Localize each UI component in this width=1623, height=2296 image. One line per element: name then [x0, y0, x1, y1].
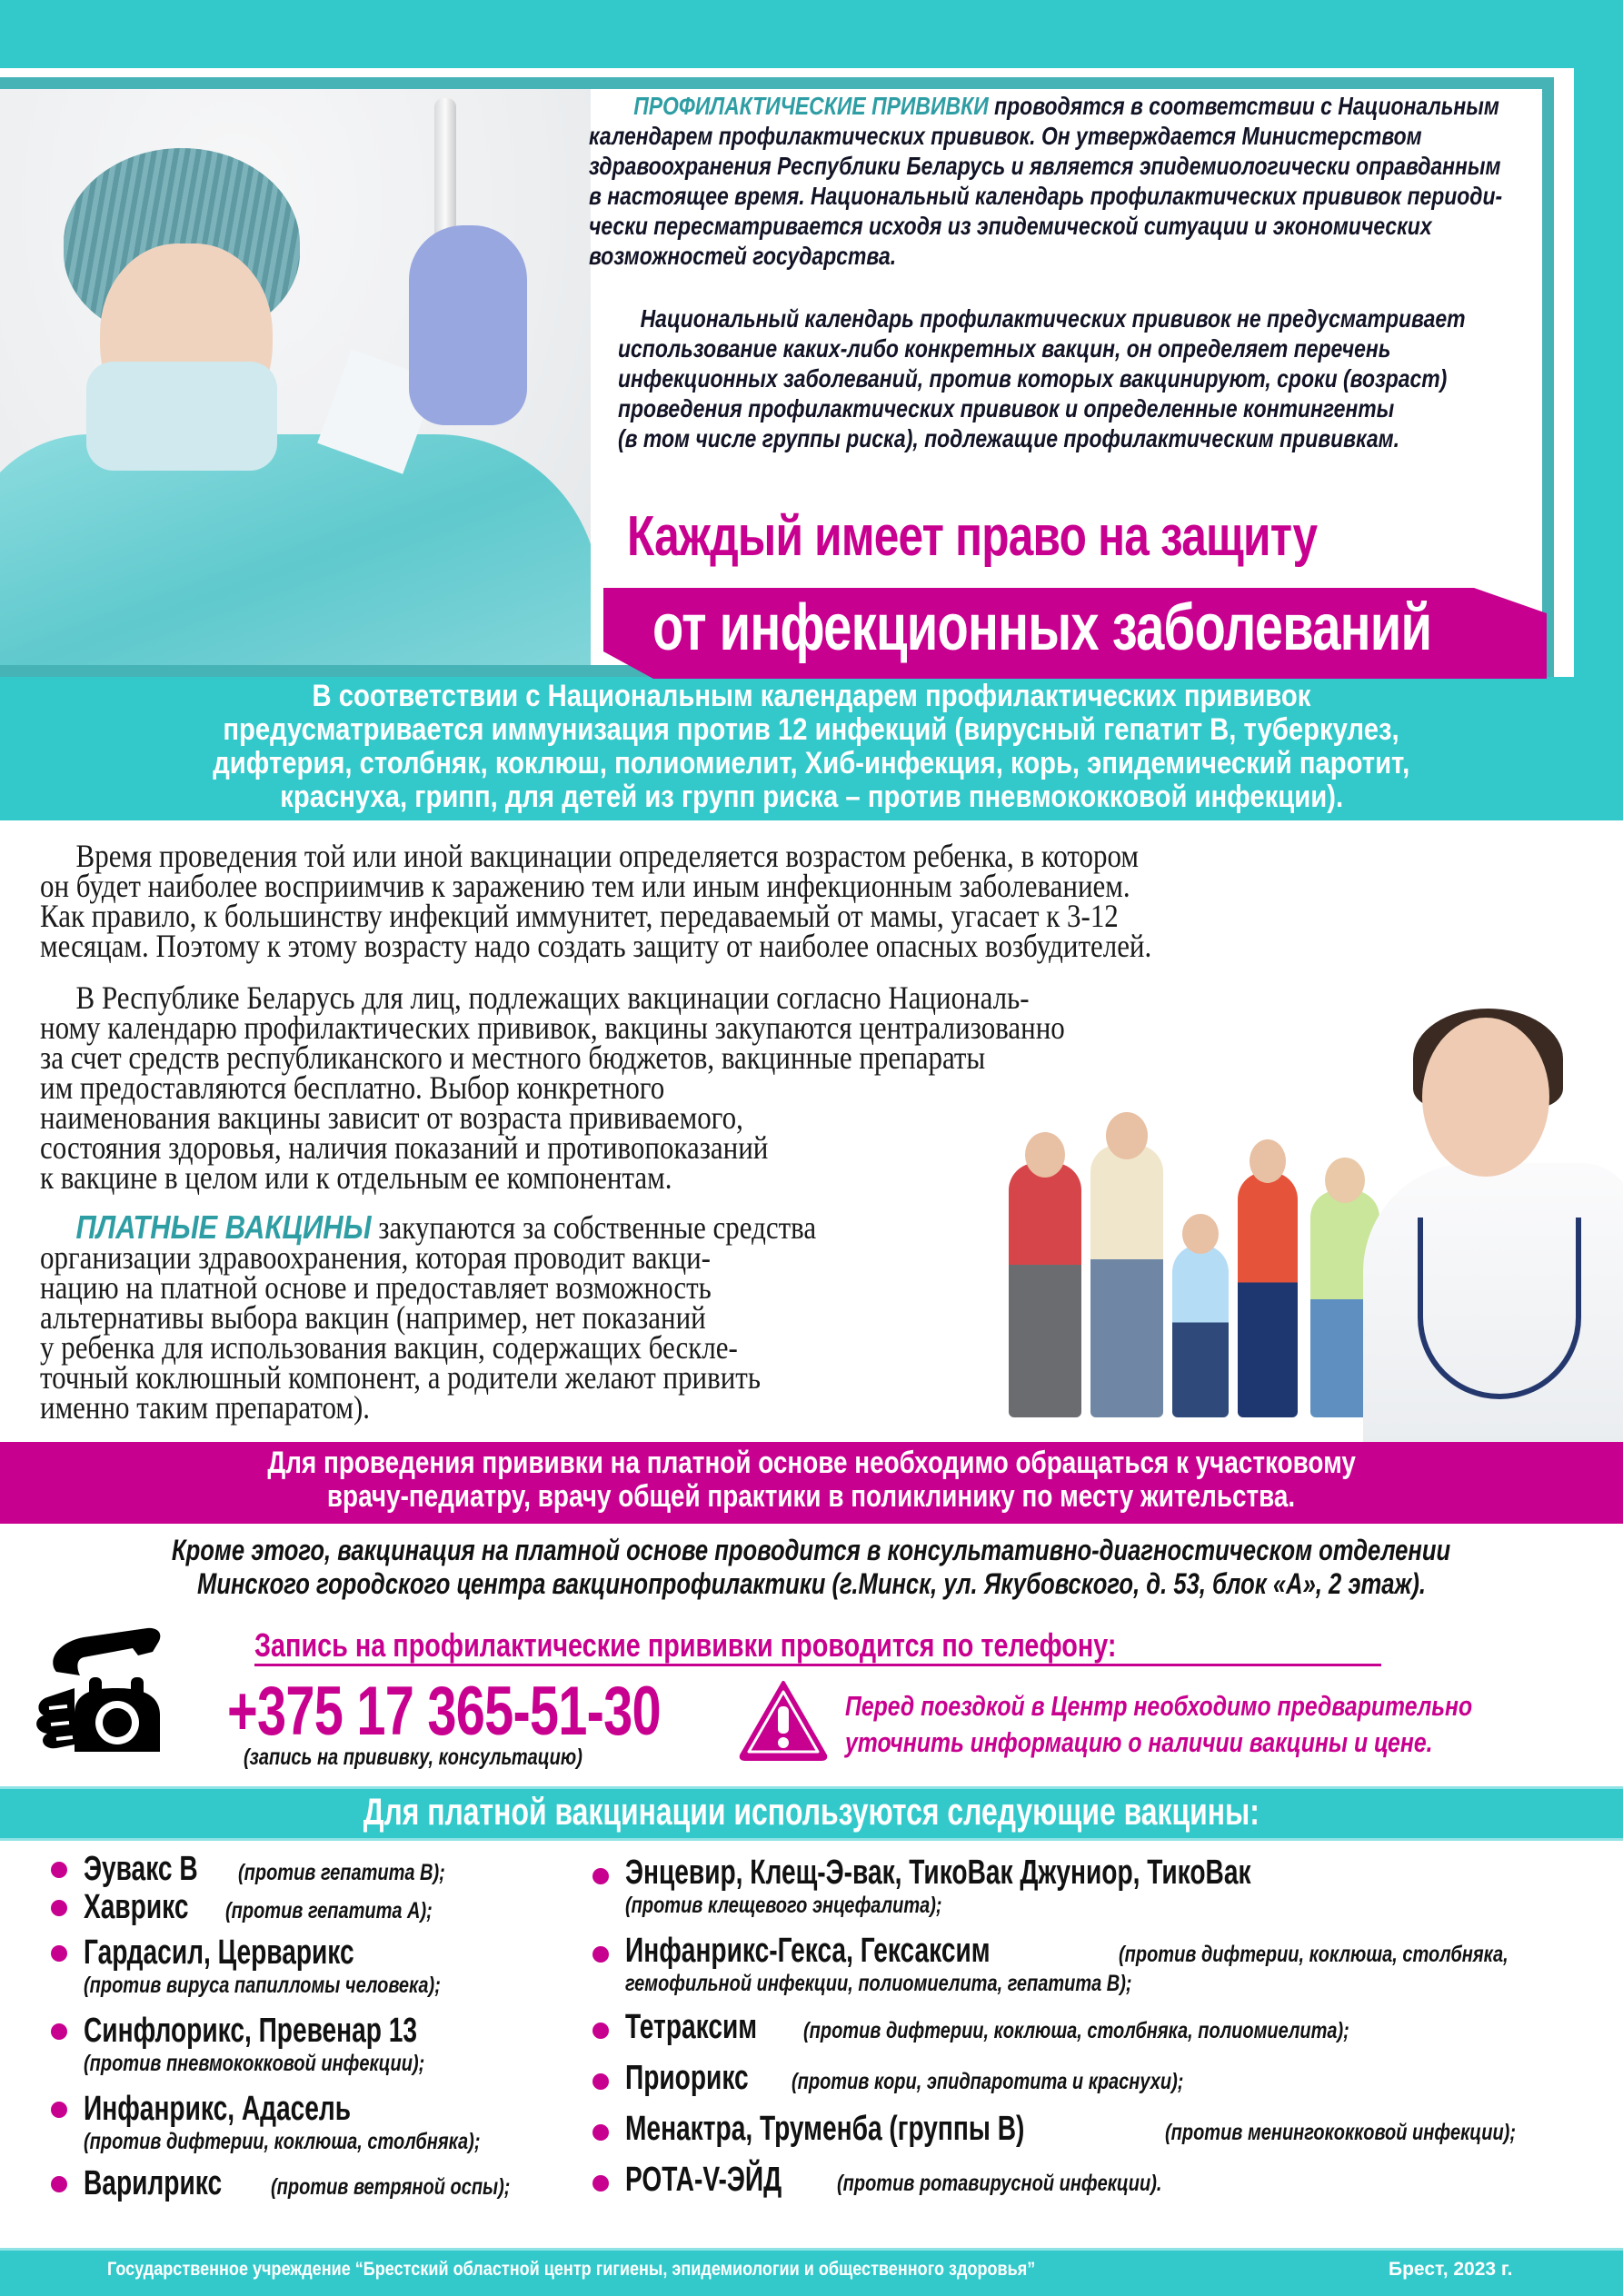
body-line: им предоставляются бесплатно. Выбор конкретного: [40, 1069, 665, 1106]
body-line: состояния здоровья, наличия показаний и противопоказаний: [40, 1129, 769, 1166]
face-mask-shape: [86, 362, 277, 471]
gown-shape: [0, 434, 591, 665]
vaccine-item: [591, 2059, 1606, 2110]
body-line: закупаются за собственные средства: [371, 1209, 817, 1246]
person-grandfather: [1009, 1163, 1081, 1417]
intro-accent: ПРОФИЛАКТИЧЕСКИЕ ПРИВИВКИ: [633, 92, 989, 120]
vaccine-note: (против клещевого энцефалита);: [625, 1893, 942, 1918]
paid-vaccines-accent: ПЛАТНЫЕ ВАКЦИНЫ: [75, 1208, 372, 1246]
right-teal-band: [1574, 0, 1623, 691]
info-line: предусматривается иммунизация против 12 инфекций (вирусный гепатит В, туберкулез,: [223, 712, 1400, 747]
bullet-dot-icon: [51, 2176, 67, 2192]
footer-organization: Государственное учреждение “Брестский областной центр гигиены, эпидемиологии и общественного здоровья”: [107, 2259, 1036, 2280]
band-line: Для проведения прививки на платной основе необходимо обращаться к участковому: [267, 1446, 1356, 1480]
vaccines-heading-text: Для платной вакцинации используются следующие вакцины:: [363, 1790, 1260, 1833]
minsk-line: Кроме этого, вакцинация на платной основе проводится в консультативно-диагностическом отделении: [172, 1534, 1451, 1566]
intro-line: здравоохранения Республики Беларусь и является эпидемиологически оправданным: [589, 152, 1501, 180]
vaccine-name: Хаврикс: [84, 1888, 189, 1926]
immunization-info-text: [0, 680, 1623, 814]
vaccine-name: Инфанрикс-Гекса, Гексаксим: [625, 1932, 991, 1970]
vaccine-item: [591, 1932, 1606, 2008]
body-line: Как правило, к большинству инфекций иммунитет, передаваемый от мамы, угасает к 3-12: [40, 898, 1119, 934]
body-line: Время проведения той или иной вакцинации определяется возрастом ребенка, в котором: [75, 838, 1139, 874]
vaccine-name: Тетраксим: [625, 2008, 758, 2046]
bullet-dot-icon: [592, 2124, 609, 2141]
info-line: В соответствии с Национальным календарем профилактических прививок: [312, 679, 1311, 713]
calendar-line: инфекционных заболеваний, против которых вакцинируют, сроки (возраст): [618, 364, 1448, 393]
calendar-line: (в том числе группы риска), подлежащие профилактическим прививкам.: [618, 424, 1400, 452]
vaccine-note: (против гепатита А);: [225, 1898, 433, 1923]
warning-text: [845, 1688, 1623, 1761]
warning-triangle-icon: [738, 1679, 829, 1761]
vaccine-name: Гардасил, Церварикс: [84, 1933, 354, 1972]
bullet-dot-icon: [51, 2023, 67, 2040]
vaccination-timing-paragraph: [40, 838, 1603, 964]
bullet-dot-icon: [592, 2175, 609, 2192]
phone-note: (запись на прививку, консультацию): [244, 1744, 582, 1770]
intro-line: проводятся в соответствии с Национальным: [988, 92, 1499, 120]
intro-line: чески пересматривается исходя из эпидемической ситуации и экономических: [589, 212, 1432, 240]
footer-city-year: Брест, 2023 г.: [1389, 2259, 1513, 2280]
vaccine-note: (против дифтерии, коклюша, столбняка, полиомиелита);: [803, 2018, 1349, 2043]
vaccine-name: Эувакс В: [84, 1850, 198, 1888]
vaccine-item: [591, 1854, 1606, 1932]
body-line: месяцам. Поэтому к этому возрасту надо создать защиту от наиболее опасных возбудителей.: [40, 928, 1152, 964]
body-line: В Республике Беларусь для лиц, подлежащих вакцинации согласно Националь-: [75, 979, 1030, 1016]
frame-white-strip: [0, 68, 1574, 77]
calendar-line: проведения профилактических прививок и определенные контингенты: [618, 394, 1395, 422]
vaccine-name: РОТА-V-ЭЙД: [625, 2161, 782, 2199]
person-father: [1090, 1145, 1163, 1417]
vaccine-item: [49, 1850, 580, 1888]
doctor-face-shape: [1422, 1018, 1549, 1177]
vaccine-note: (против дифтерии, коклюша, столбняка);: [84, 2129, 481, 2154]
heading-underline: [254, 1664, 1381, 1666]
person-child: [1172, 1245, 1229, 1417]
info-line: дифтерия, столбняк, коклюш, полиомиелит, Хиб-инфекция, корь, эпидемический паротит,: [213, 746, 1410, 780]
intro-paragraph: [589, 91, 1543, 271]
calendar-paragraph: [618, 303, 1538, 453]
vaccine-name: Инфанрикс, Адасель: [84, 2090, 352, 2128]
vaccine-note: (против гепатита В);: [237, 1860, 445, 1885]
bullet-dot-icon: [51, 1945, 67, 1962]
info-line: краснуха, грипп, для детей из групп риска – против пневмококковой инфекции).: [280, 780, 1343, 814]
body-line: именно таким препаратом).: [40, 1389, 371, 1426]
telephone-icon: [20, 1625, 165, 1761]
vaccine-note: (против дифтерии, коклюша, столбняка,: [1118, 1942, 1508, 1967]
doctor-photo: [1336, 1009, 1623, 1445]
warning-line: уточнить информацию о наличии вакцины и цене.: [845, 1726, 1433, 1758]
frame-line-top: [0, 77, 1554, 89]
vaccine-list-right: [591, 1854, 1606, 2212]
vaccine-note: (против кори, эпидпаротита и краснухи);: [792, 2069, 1184, 2094]
slogan-line-2: от инфекционных заболеваний: [652, 591, 1432, 664]
body-line: нацию на платной основе и предоставляет возможность: [40, 1269, 712, 1306]
vaccine-name: Энцевир, Клещ-Э-вак, ТикоВак Джуниор, ТикоВак: [625, 1854, 1251, 1892]
minsk-line: Минского городского центра вакцинопрофилактики (г.Минск, ул. Якубовского, д. 53, блок «А», 2 этаж).: [196, 1567, 1426, 1600]
top-teal-band: [0, 0, 1623, 68]
body-line: он будет наиболее восприимчив к заражению тем или иным инфекционным заболеванием.: [40, 868, 1130, 904]
body-line: наименования вакцины зависит от возраста прививаемого,: [40, 1099, 743, 1136]
nurse-with-vial-photo: [0, 89, 591, 665]
vaccines-heading: [0, 1790, 1623, 1834]
vaccine-item: [49, 1933, 580, 2012]
frame-line-right: [1542, 77, 1554, 677]
minsk-center-text: [0, 1534, 1623, 1601]
bullet-dot-icon: [51, 1900, 67, 1916]
bullet-dot-icon: [592, 1868, 609, 1884]
vaccine-item: [591, 2161, 1606, 2212]
vaccine-note: (против ротавирусной инфекции).: [836, 2171, 1162, 2196]
vaccine-item: [591, 2110, 1606, 2161]
body-line: альтернативы выбора вакцин (например, нет показаний: [40, 1299, 706, 1336]
vaccine-list-left: [49, 1850, 580, 2202]
phone-number-link[interactable]: +375 17 365-51-30: [227, 1673, 661, 1750]
body-line: организации здравоохранения, которая проводит вакци-: [40, 1239, 711, 1276]
vaccine-note: (против ветряной оспы);: [270, 2174, 510, 2200]
vaccine-name: Приорикс: [625, 2059, 749, 2097]
vaccine-name: Синфлорикс, Превенар 13: [84, 2012, 418, 2050]
slogan-line-1: Каждый имеет право на защиту: [627, 505, 1318, 568]
body-line: ному календарю профилактических прививок, вакцины закупаются централизованно: [40, 1009, 1065, 1046]
vaccine-name: Менактра, Труменба (группы В): [625, 2110, 1025, 2148]
vaccine-note: (против вируса папилломы человека);: [84, 1973, 441, 1998]
vaccine-item: [49, 1888, 580, 1933]
paid-vaccination-text: [0, 1446, 1623, 1514]
vaccine-note: (против пневмококковой инфекции);: [84, 2051, 425, 2076]
warning-line: Перед поездкой в Центр необходимо предварительно: [845, 1690, 1473, 1722]
vaccine-note: (против менингококковой инфекции);: [1164, 2120, 1516, 2145]
appointment-phone-heading: Запись на профилактические прививки проводится по телефону:: [254, 1626, 1117, 1664]
vaccine-name: Варилрикс: [84, 2164, 223, 2202]
bullet-dot-icon: [592, 2023, 609, 2039]
vaccine-item: [591, 2008, 1606, 2059]
body-line: точный коклюшный компонент, а родители желают привить: [40, 1359, 761, 1396]
glove-shape: [409, 225, 527, 425]
paid-vaccines-paragraph: [40, 1208, 976, 1426]
calendar-line: использование каких-либо конкретных вакцин, он определяет перечень: [618, 334, 1391, 363]
body-line: за счет средств республиканского и местного бюджетов, вакцинные препараты: [40, 1039, 986, 1076]
intro-line: в настоящее время. Национальный календарь профилактических прививок периоди-: [589, 182, 1503, 210]
body-line: к вакцине в целом или к отдельным ее компонентам.: [40, 1159, 672, 1196]
intro-line: календарем профилактических прививок. Он утверждается Министерством: [589, 122, 1422, 150]
bullet-dot-icon: [592, 1946, 609, 1963]
vaccine-item: [49, 2012, 580, 2090]
bullet-dot-icon: [51, 2102, 67, 2118]
body-line: у ребенка для использования вакцин, содержащих бескле-: [40, 1329, 738, 1366]
band-line: врачу-педиатру, врачу общей практики в поликлинику по месту жительства.: [327, 1479, 1296, 1514]
vaccine-note: гемофильной инфекции, полиомиелита, гепатита В);: [625, 1971, 1132, 1996]
bullet-dot-icon: [51, 1862, 67, 1878]
person-mother: [1238, 1172, 1298, 1417]
vaccine-item: [49, 2164, 580, 2202]
calendar-line: Национальный календарь профилактических прививок не предусматривает: [640, 304, 1466, 333]
bullet-dot-icon: [592, 2073, 609, 2090]
vaccine-item: [49, 2090, 580, 2164]
stethoscope-shape: [1418, 1218, 1581, 1399]
intro-line: возможностей государства.: [589, 242, 897, 270]
